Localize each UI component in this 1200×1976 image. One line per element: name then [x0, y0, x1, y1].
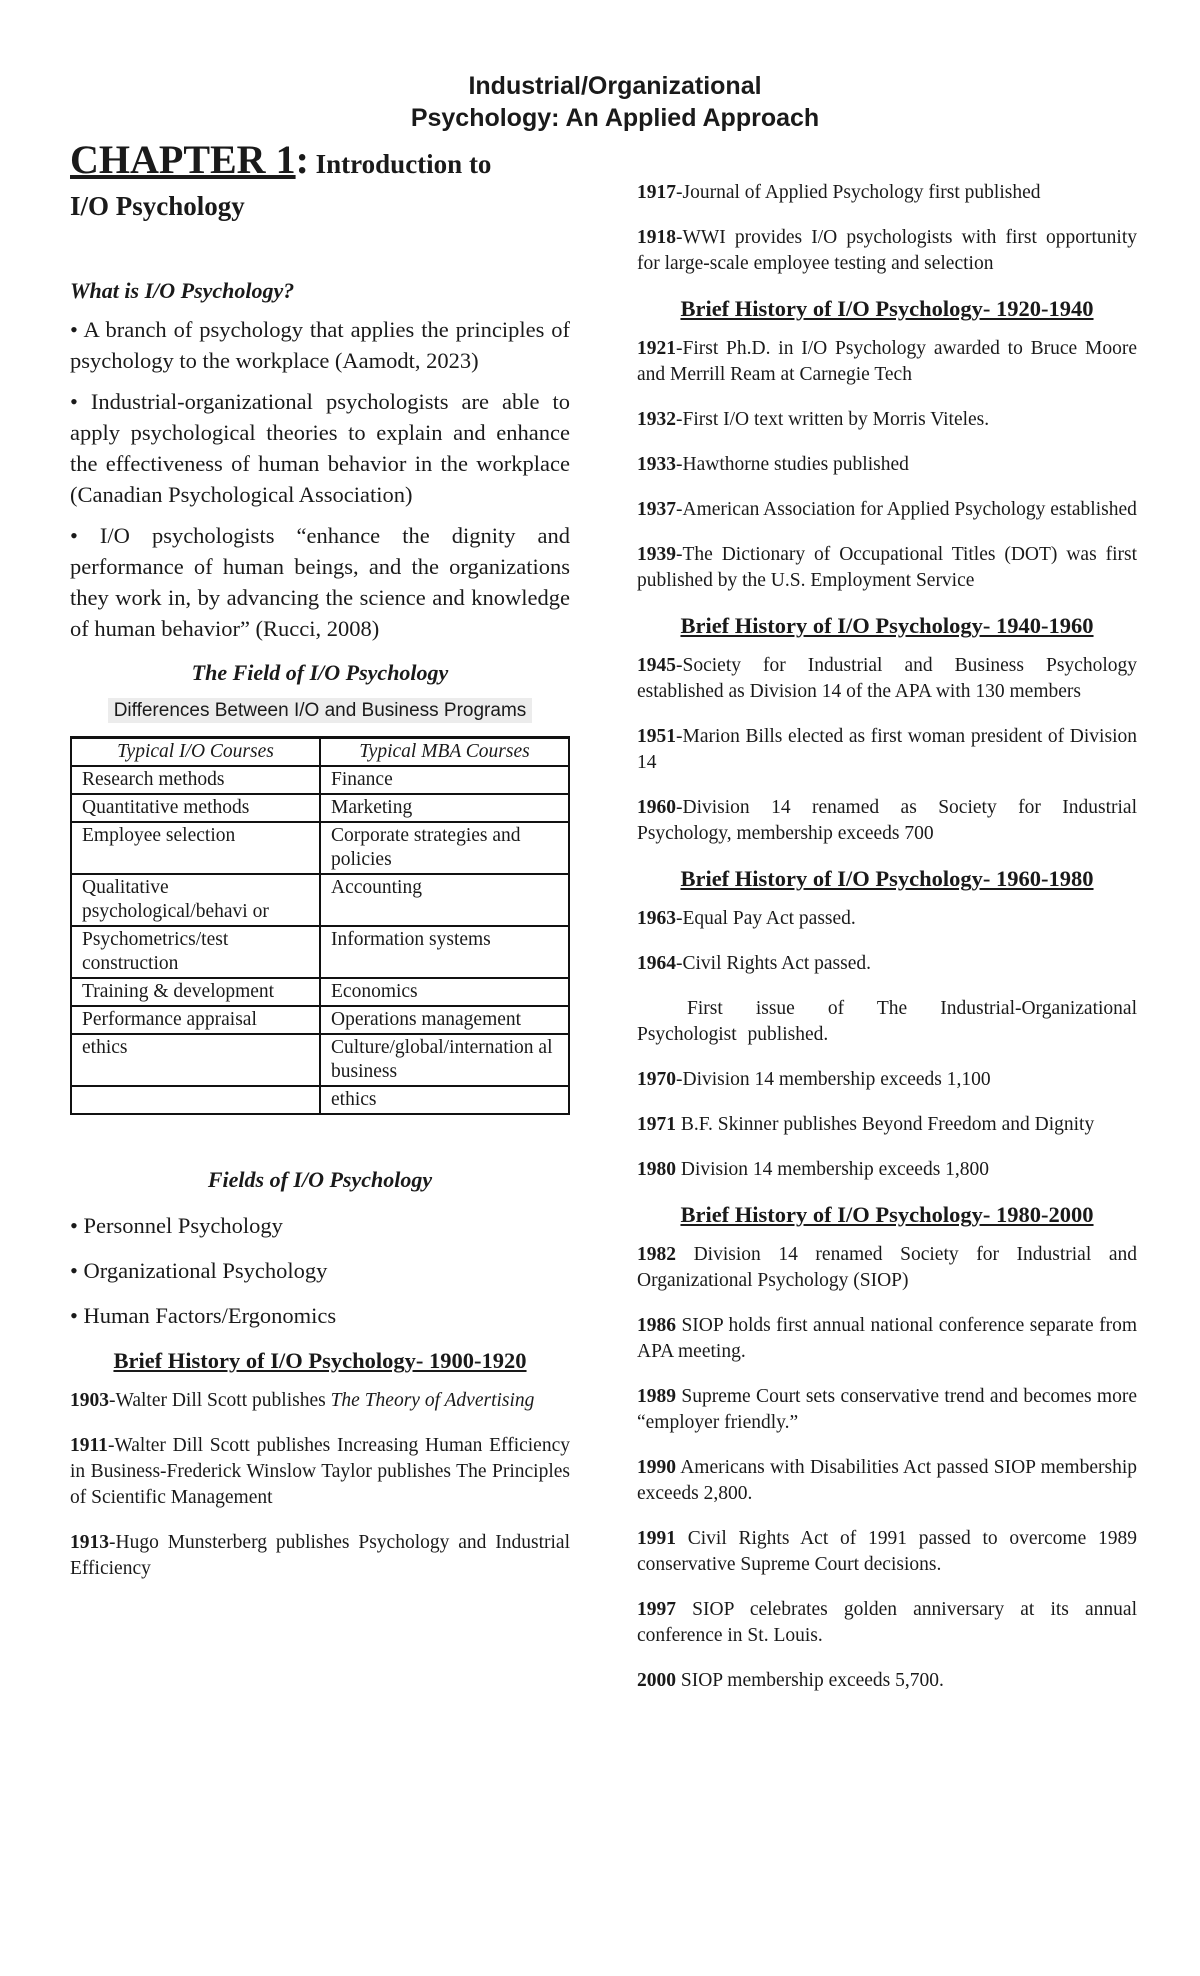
table-row	[71, 1006, 569, 1034]
history-entry-year: 1964	[637, 953, 676, 974]
history-entry	[637, 795, 1137, 847]
table-cell: Operations management	[320, 1006, 569, 1034]
definition-bullet: • I/O psychologists “enhance the dignity and performance of human beings, and the organizations they work in, by advancing the science and knowledge of human behavior” (Rucci, 2008)	[70, 523, 570, 641]
history-entry-year: 1913	[70, 1532, 109, 1553]
table-caption: Differences Between I/O and Business Programs	[70, 700, 570, 722]
history-right	[637, 180, 1137, 1694]
history-entry-text: SIOP holds first annual national conference separate from APA meeting.	[637, 1315, 1137, 1362]
definition-bullet: • Industrial-organizational psychologists are able to apply psychological theories to explain and enhance the effectiveness of human behavior in the workplace (Canadian Psychological Association)	[70, 389, 570, 507]
table-cell: Psychometrics/test construction	[71, 926, 320, 978]
history-entry-text: -Division 14 renamed as Society for Industrial Psychology, membership exceeds 700	[637, 797, 1137, 844]
history-entry	[637, 1526, 1137, 1578]
history-left	[70, 1348, 570, 1582]
history-entry-year: 1951	[637, 726, 676, 747]
history-entry	[637, 1384, 1137, 1436]
history-heading: Brief History of I/O Psychology- 1980-2000	[680, 1202, 1094, 1227]
history-entry	[70, 1530, 570, 1582]
table-header-row	[71, 738, 569, 767]
history-entry-text: -American Association for Applied Psychology established	[676, 499, 1137, 520]
history-entry-text: -Marion Bills elected as first woman president of Division 14	[637, 726, 1137, 773]
table-cell: Culture/global/internation al business	[320, 1034, 569, 1086]
history-entry-text: Supreme Court sets conservative trend and becomes more “employer friendly.”	[637, 1386, 1137, 1433]
history-entry-text: First issue of The Industrial-Organizational Psychologist published.	[637, 998, 1137, 1045]
history-entry-text: -Walter Dill Scott publishes Increasing Human Efficiency in Business-Frederick Winslow Taylor publishes The Principles of Scientific Management	[70, 1435, 570, 1508]
history-entry-text: -Society for Industrial and Business Psychology established as Division 14 of the APA with 130 members	[637, 655, 1137, 702]
history-entry-year: 1970	[637, 1069, 676, 1090]
table-row	[71, 1086, 569, 1114]
document-title-line-1: Industrial/Organizational	[468, 72, 762, 100]
definition-question: What is I/O Psychology?	[70, 278, 295, 303]
history-entry-year: 1937	[637, 499, 676, 520]
history-entry-text: -The Dictionary of Occupational Titles (DOT) was first published by the U.S. Employment Service	[637, 544, 1137, 591]
table-cell: Corporate strategies and policies	[320, 822, 569, 874]
history-entry-text: B.F. Skinner publishes Beyond Freedom and Dignity	[676, 1114, 1095, 1135]
fields-heading: Fields of I/O Psychology	[207, 1167, 433, 1192]
history-entry-text: Division 14 renamed Society for Industrial and Organizational Psychology (SIOP)	[637, 1244, 1137, 1291]
history-entry	[637, 996, 1137, 1048]
history-entry-year: 1911	[70, 1435, 108, 1456]
field-item: • Organizational Psychology	[70, 1258, 328, 1283]
history-entry-year: 1921	[637, 338, 676, 359]
history-entry	[637, 452, 1137, 478]
table-cell: Performance appraisal	[71, 1006, 320, 1034]
document-title-line-2: Psychology: An Applied Approach	[410, 104, 820, 132]
history-entry-text: -Journal of Applied Psychology first published	[676, 182, 1041, 203]
history-entry-year: 1982	[637, 1244, 676, 1265]
history-entry-text: -Hugo Munsterberg publishes Psychology and Industrial Efficiency	[70, 1532, 570, 1579]
history-entry-year: 1918	[637, 227, 676, 248]
history-entry-year: 1939	[637, 544, 676, 565]
history-entry	[70, 1388, 570, 1414]
table-cell: Employee selection	[71, 822, 320, 874]
history-entry	[637, 1067, 1137, 1093]
table-cell: Marketing	[320, 794, 569, 822]
history-entry	[637, 906, 1137, 932]
right-column	[637, 180, 1137, 1713]
table-header-io: Typical I/O Courses	[71, 738, 320, 767]
history-entry	[637, 653, 1137, 705]
history-entry-text: -Hawthorne studies published	[676, 454, 909, 475]
history-entry-year: 1989	[637, 1386, 676, 1407]
history-entry-year: 1986	[637, 1315, 676, 1336]
table-cell: Training & development	[71, 978, 320, 1006]
chapter-title-line-1: Introduction to	[308, 149, 492, 179]
history-entry-text: Americans with Disabilities Act passed SIOP membership exceeds 2,800.	[637, 1457, 1137, 1504]
history-entry	[637, 1313, 1137, 1365]
history-entry-year: 1991	[637, 1528, 676, 1549]
history-entry-year: 1997	[637, 1599, 676, 1620]
history-entry-italic: The Theory of Advertising	[330, 1390, 535, 1411]
history-heading: Brief History of I/O Psychology- 1960-1980	[680, 866, 1094, 891]
history-entry	[637, 180, 1137, 206]
history-entry-text: -WWI provides I/O psychologists with first opportunity for large-scale employee testing and selection	[637, 227, 1137, 274]
history-entry	[637, 951, 1137, 977]
history-entry-year: 1933	[637, 454, 676, 475]
table-cell: ethics	[320, 1086, 569, 1114]
document-title	[0, 70, 1200, 134]
table-cell: Economics	[320, 978, 569, 1006]
table-row	[71, 794, 569, 822]
history-entry	[637, 724, 1137, 776]
history-entry-text: Civil Rights Act of 1991 passed to overcome 1989 conservative Supreme Court decisions.	[637, 1528, 1137, 1575]
field-heading: The Field of I/O Psychology	[191, 660, 449, 685]
table-cell	[71, 1086, 320, 1114]
table-row	[71, 766, 569, 794]
table-row	[71, 1034, 569, 1086]
table-row	[71, 874, 569, 926]
table-cell: Accounting	[320, 874, 569, 926]
history-heading: Brief History of I/O Psychology- 1900-1920	[113, 1348, 527, 1373]
history-entry-text: -Walter Dill Scott publishes	[109, 1390, 331, 1411]
history-entry-year: 1903	[70, 1390, 109, 1411]
chapter-colon: :	[295, 137, 309, 182]
table-row	[71, 926, 569, 978]
table-cell: Information systems	[320, 926, 569, 978]
history-entry-year: 1963	[637, 908, 676, 929]
history-entry	[637, 542, 1137, 594]
chapter-title-line-2: I/O Psychology	[70, 191, 245, 221]
history-entry-year: 1990	[637, 1457, 676, 1478]
history-entry-year: 1960	[637, 797, 676, 818]
field-item: • Personnel Psychology	[70, 1213, 283, 1238]
table-row	[71, 978, 569, 1006]
left-column	[70, 138, 570, 1601]
history-heading: Brief History of I/O Psychology- 1940-1960	[680, 613, 1094, 638]
table-row	[71, 822, 569, 874]
courses-comparison-table	[70, 736, 570, 1115]
history-entry	[637, 1597, 1137, 1649]
history-entry	[637, 1242, 1137, 1294]
history-entry-year: 1917	[637, 182, 676, 203]
chapter-title	[70, 138, 570, 186]
history-entry-year: 1932	[637, 409, 676, 430]
history-entry-text: -Division 14 membership exceeds 1,100	[676, 1069, 991, 1090]
history-entry	[637, 336, 1137, 388]
history-entry	[637, 497, 1137, 523]
history-entry-text: -Equal Pay Act passed.	[676, 908, 856, 929]
history-entry	[637, 1112, 1137, 1138]
table-cell: Quantitative methods	[71, 794, 320, 822]
history-entry-text: -First Ph.D. in I/O Psychology awarded to Bruce Moore and Merrill Ream at Carnegie Tech	[637, 338, 1137, 385]
table-cell: Research methods	[71, 766, 320, 794]
history-entry-text: Division 14 membership exceeds 1,800	[676, 1159, 990, 1180]
history-entry-year: 1980	[637, 1159, 676, 1180]
history-entry-text: SIOP celebrates golden anniversary at its annual conference in St. Louis.	[637, 1599, 1137, 1646]
history-entry	[637, 1668, 1137, 1694]
table-cell: Qualitative psychological/behavi or	[71, 874, 320, 926]
history-entry-text: -Civil Rights Act passed.	[676, 953, 871, 974]
history-entry-text: -First I/O text written by Morris Viteles.	[676, 409, 990, 430]
chapter-number: CHAPTER 1	[70, 137, 296, 182]
history-entry-text: SIOP membership exceeds 5,700.	[676, 1670, 944, 1691]
history-heading: Brief History of I/O Psychology- 1920-1940	[680, 296, 1094, 321]
history-entry-year: 2000	[637, 1670, 676, 1691]
history-entry	[637, 1157, 1137, 1183]
table-header-mba: Typical MBA Courses	[320, 738, 569, 767]
history-entry	[70, 1433, 570, 1511]
table-cell: Finance	[320, 766, 569, 794]
history-entry-year: 1945	[637, 655, 676, 676]
definition-bullet: • A branch of psychology that applies the principles of psychology to the workplace (Aamodt, 2023)	[70, 317, 570, 373]
history-entry	[637, 407, 1137, 433]
history-entry-year: 1971	[637, 1114, 676, 1135]
history-entry	[637, 225, 1137, 277]
table-cell: ethics	[71, 1034, 320, 1086]
history-entry	[637, 1455, 1137, 1507]
field-item: • Human Factors/Ergonomics	[70, 1303, 337, 1328]
